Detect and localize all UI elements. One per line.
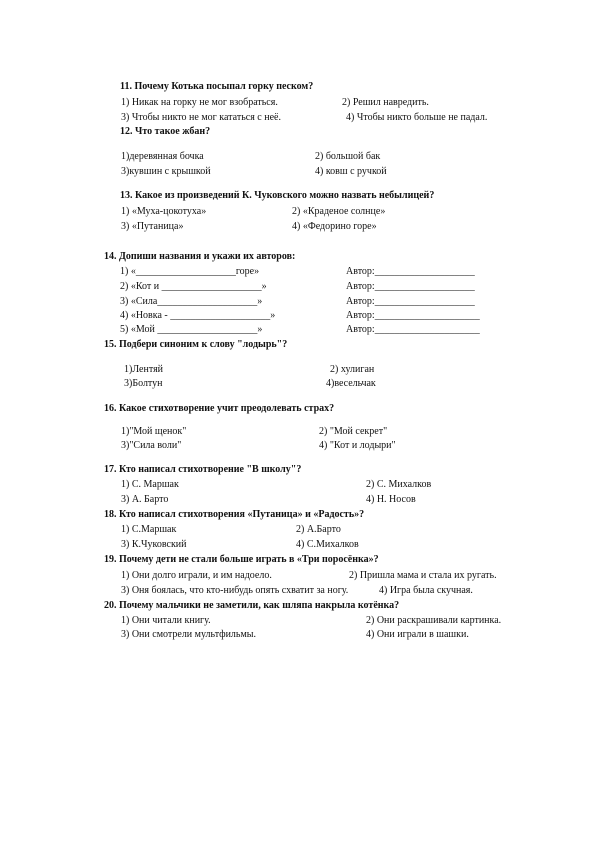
question-15-answer-3: 3)Болтун	[124, 378, 163, 389]
question-14-row-2: 2) «Кот и ____________________»	[120, 281, 267, 292]
question-17-title: 17. Кто написал стихотворение "В школу"?	[104, 464, 302, 475]
question-15-title: 15. Подбери синоним к слову "лодырь"?	[104, 339, 288, 350]
question-17-answer-3: 3) А. Барто	[121, 494, 169, 505]
question-16-title: 16. Какое стихотворение учит преодолевать страх?	[104, 403, 335, 414]
question-14-author-2: Автор:____________________	[346, 281, 475, 292]
question-18-answer-2: 2) А.Барто	[296, 524, 341, 535]
question-14-author-1: Автор:____________________	[346, 266, 475, 277]
question-14-author-4: Автор:_____________________	[346, 310, 480, 321]
question-15-answer-4: 4)весельчак	[326, 378, 376, 389]
question-17-answer-2: 2) С. Михалков	[366, 479, 432, 490]
question-11-answer-4: 4) Чтобы никто больше не падал.	[346, 112, 488, 123]
question-11-answer-1: 1) Никак на горку не мог взобраться.	[121, 97, 278, 108]
question-14-row-5: 5) «Мой ____________________»	[120, 324, 263, 335]
question-13-answer-1: 1) «Муха-цокотуха»	[121, 206, 207, 217]
question-18-answer-1: 1) С.Маршак	[121, 524, 177, 535]
question-20-title: 20. Почему мальчики не заметили, как шляпа накрыла котёнка?	[104, 600, 400, 611]
question-17-answer-4: 4) Н. Носов	[366, 494, 416, 505]
question-15-answer-2: 2) хулиган	[330, 364, 375, 375]
question-14-title: 14. Допиши названия и укажи их авторов:	[104, 251, 296, 262]
question-19-answer-1: 1) Они долго играли, и им надоело.	[121, 570, 272, 581]
question-13-answer-2: 2) «Краденое солнце»	[292, 206, 386, 217]
question-16-answer-1: 1)"Мой щенок"	[121, 426, 187, 437]
question-16-answer-4: 4) "Кот и лодыри"	[319, 440, 396, 451]
question-18-answer-3: 3) К.Чуковский	[121, 539, 187, 550]
question-12-answer-1: 1)деревянная бочка	[121, 151, 204, 162]
question-14-row-3: 3) «Сила____________________»	[120, 296, 263, 307]
question-15-answer-1: 1)Лентяй	[124, 364, 164, 375]
question-11-title: 11. Почему Котька посыпал горку песком?	[120, 81, 314, 92]
question-12-answer-2: 2) большой бак	[315, 151, 381, 162]
question-20-answer-1: 1) Они читали книгу.	[121, 615, 211, 626]
question-17-answer-1: 1) С. Маршак	[121, 479, 179, 490]
question-11-answer-2: 2) Решил навредить.	[342, 97, 429, 108]
question-20-answer-3: 3) Они смотрели мультфильмы.	[121, 629, 257, 640]
question-14-author-5: Автор:_____________________	[346, 324, 480, 335]
question-13-answer-3: 3) «Путаница»	[121, 221, 184, 232]
question-19-answer-2: 2) Пришла мама и стала их ругать.	[349, 570, 497, 581]
question-20-answer-2: 2) Они раскрашивали картинка.	[366, 615, 502, 626]
question-14-author-3: Автор:____________________	[346, 296, 475, 307]
question-18-title: 18. Кто написал стихотворения «Путаница» и «Радость»?	[104, 509, 365, 520]
question-20-answer-4: 4) Они играли в шашки.	[366, 629, 469, 640]
question-12-answer-4: 4) ковш с ручкой	[315, 166, 387, 177]
question-16-answer-2: 2) "Мой секрет"	[319, 426, 388, 437]
question-16-answer-3: 3)"Сила воли"	[121, 440, 182, 451]
question-14-row-1: 1) «____________________горе»	[120, 266, 260, 277]
question-19-answer-3: 3) Оня боялась, что кто-нибудь опять схватит за ногу.	[121, 585, 349, 596]
question-13-answer-4: 4) «Федорино горе»	[292, 221, 377, 232]
question-12-answer-3: 3)кувшин с крышкой	[121, 166, 211, 177]
question-19-answer-4: 4) Игра была скучная.	[379, 585, 473, 596]
question-11-answer-3: 3) Чтобы никто не мог кататься с неё.	[121, 112, 281, 123]
question-14-row-4: 4) «Новка - ____________________»	[120, 310, 276, 321]
question-19-title: 19. Почему дети не стали больше играть в «Три поросёнка»?	[104, 554, 379, 565]
question-13-title: 13. Какое из произведений К. Чуковского можно назвать небылицей?	[120, 190, 435, 201]
question-18-answer-4: 4) С.Михалков	[296, 539, 359, 550]
question-12-title: 12. Что такое жбан?	[120, 126, 211, 137]
